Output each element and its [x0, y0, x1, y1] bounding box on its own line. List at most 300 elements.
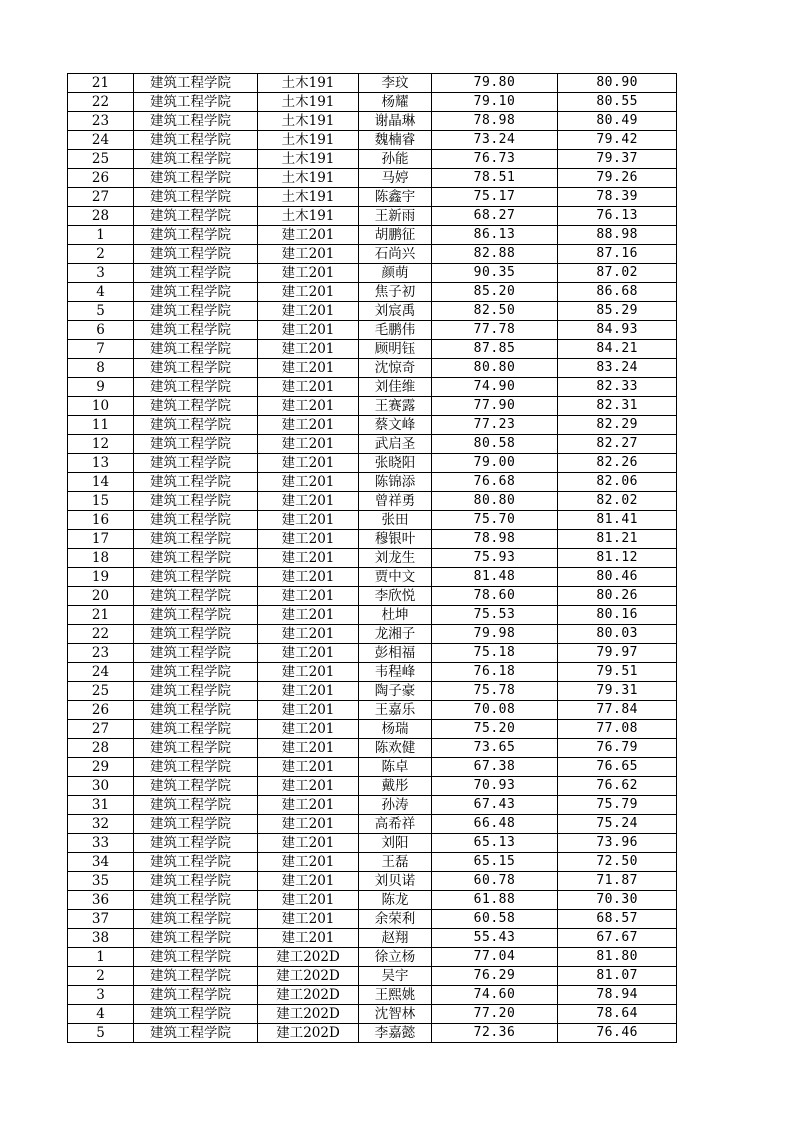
- rank-cell: 7: [68, 340, 134, 359]
- score-a-cell: 77.90: [432, 397, 558, 416]
- student-name-cell: 李玟: [359, 74, 432, 93]
- table-row: [68, 606, 677, 625]
- college-cell: 建筑工程学院: [134, 834, 258, 853]
- college-cell: 建筑工程学院: [134, 967, 258, 986]
- score-b-cell: 75.24: [558, 815, 677, 834]
- college-cell: 建筑工程学院: [134, 435, 258, 454]
- score-a-cell: 74.60: [432, 986, 558, 1005]
- score-a-cell: 78.98: [432, 530, 558, 549]
- class-cell: 建工201: [258, 587, 359, 606]
- score-b-cell: 76.13: [558, 207, 677, 226]
- college-cell: 建筑工程学院: [134, 378, 258, 397]
- score-b-cell: 80.90: [558, 74, 677, 93]
- student-name-cell: 孙涛: [359, 796, 432, 815]
- class-cell: 建工201: [258, 492, 359, 511]
- class-cell: 建工201: [258, 340, 359, 359]
- table-row: [68, 568, 677, 587]
- score-b-cell: 79.26: [558, 169, 677, 188]
- score-a-cell: 70.93: [432, 777, 558, 796]
- student-name-cell: 彭相福: [359, 644, 432, 663]
- score-a-cell: 66.48: [432, 815, 558, 834]
- score-a-cell: 55.43: [432, 929, 558, 948]
- rank-cell: 4: [68, 283, 134, 302]
- score-b-cell: 76.62: [558, 777, 677, 796]
- score-b-cell: 75.79: [558, 796, 677, 815]
- college-cell: 建筑工程学院: [134, 340, 258, 359]
- college-cell: 建筑工程学院: [134, 663, 258, 682]
- class-cell: 建工201: [258, 891, 359, 910]
- score-b-cell: 84.93: [558, 321, 677, 340]
- class-cell: 建工201: [258, 644, 359, 663]
- student-name-cell: 张田: [359, 511, 432, 530]
- student-name-cell: 沈智林: [359, 1005, 432, 1024]
- rank-cell: 31: [68, 796, 134, 815]
- college-cell: 建筑工程学院: [134, 720, 258, 739]
- class-cell: 建工201: [258, 701, 359, 720]
- score-b-cell: 79.97: [558, 644, 677, 663]
- student-name-cell: 杜坤: [359, 606, 432, 625]
- score-b-cell: 85.29: [558, 302, 677, 321]
- college-cell: 建筑工程学院: [134, 758, 258, 777]
- college-cell: 建筑工程学院: [134, 549, 258, 568]
- table-row: [68, 1005, 677, 1024]
- rank-cell: 23: [68, 644, 134, 663]
- table-row: [68, 492, 677, 511]
- student-name-cell: 刘贝诺: [359, 872, 432, 891]
- rank-cell: 17: [68, 530, 134, 549]
- class-cell: 土木191: [258, 188, 359, 207]
- table-row: [68, 378, 677, 397]
- table-row: [68, 834, 677, 853]
- student-name-cell: 杨耀: [359, 93, 432, 112]
- class-cell: 建工201: [258, 416, 359, 435]
- class-cell: 土木191: [258, 150, 359, 169]
- college-cell: 建筑工程学院: [134, 454, 258, 473]
- college-cell: 建筑工程学院: [134, 169, 258, 188]
- rank-cell: 27: [68, 720, 134, 739]
- student-name-cell: 武启圣: [359, 435, 432, 454]
- college-cell: 建筑工程学院: [134, 131, 258, 150]
- class-cell: 建工201: [258, 549, 359, 568]
- score-b-cell: 82.29: [558, 416, 677, 435]
- table-row: [68, 321, 677, 340]
- rank-cell: 19: [68, 568, 134, 587]
- college-cell: 建筑工程学院: [134, 606, 258, 625]
- table-row: [68, 701, 677, 720]
- score-b-cell: 68.57: [558, 910, 677, 929]
- class-cell: 建工201: [258, 530, 359, 549]
- score-a-cell: 75.20: [432, 720, 558, 739]
- table-row: [68, 986, 677, 1005]
- score-b-cell: 67.67: [558, 929, 677, 948]
- table-row: [68, 112, 677, 131]
- score-b-cell: 76.46: [558, 1024, 677, 1043]
- rank-cell: 22: [68, 625, 134, 644]
- rank-cell: 24: [68, 663, 134, 682]
- score-a-cell: 74.90: [432, 378, 558, 397]
- college-cell: 建筑工程学院: [134, 625, 258, 644]
- college-cell: 建筑工程学院: [134, 245, 258, 264]
- rank-cell: 30: [68, 777, 134, 796]
- student-name-cell: 石尚兴: [359, 245, 432, 264]
- student-name-cell: 吴宇: [359, 967, 432, 986]
- class-cell: 建工202D: [258, 1024, 359, 1043]
- score-b-cell: 76.79: [558, 739, 677, 758]
- college-cell: 建筑工程学院: [134, 321, 258, 340]
- table-row: [68, 74, 677, 93]
- score-b-cell: 83.24: [558, 359, 677, 378]
- student-name-cell: 曾祥勇: [359, 492, 432, 511]
- table-row: [68, 1024, 677, 1043]
- table-row: [68, 910, 677, 929]
- college-cell: 建筑工程学院: [134, 853, 258, 872]
- rank-cell: 2: [68, 245, 134, 264]
- student-name-cell: 焦子初: [359, 283, 432, 302]
- student-name-cell: 龙湘子: [359, 625, 432, 644]
- college-cell: 建筑工程学院: [134, 416, 258, 435]
- table-row: [68, 549, 677, 568]
- score-a-cell: 75.53: [432, 606, 558, 625]
- score-a-cell: 86.13: [432, 226, 558, 245]
- rank-cell: 21: [68, 606, 134, 625]
- student-name-cell: 蔡文峰: [359, 416, 432, 435]
- score-b-cell: 87.02: [558, 264, 677, 283]
- table-row: [68, 587, 677, 606]
- student-name-cell: 高希祥: [359, 815, 432, 834]
- class-cell: 土木191: [258, 131, 359, 150]
- class-cell: 建工201: [258, 910, 359, 929]
- score-a-cell: 65.15: [432, 853, 558, 872]
- college-cell: 建筑工程学院: [134, 568, 258, 587]
- student-name-cell: 韦程峰: [359, 663, 432, 682]
- student-name-cell: 王新雨: [359, 207, 432, 226]
- rank-cell: 38: [68, 929, 134, 948]
- score-a-cell: 73.24: [432, 131, 558, 150]
- rank-cell: 16: [68, 511, 134, 530]
- score-b-cell: 81.80: [558, 948, 677, 967]
- table-row: [68, 644, 677, 663]
- college-cell: 建筑工程学院: [134, 777, 258, 796]
- student-name-cell: 孙能: [359, 150, 432, 169]
- score-b-cell: 82.31: [558, 397, 677, 416]
- score-a-cell: 73.65: [432, 739, 558, 758]
- class-cell: 建工201: [258, 739, 359, 758]
- class-cell: 建工201: [258, 853, 359, 872]
- score-a-cell: 77.23: [432, 416, 558, 435]
- college-cell: 建筑工程学院: [134, 701, 258, 720]
- student-name-cell: 顾明钰: [359, 340, 432, 359]
- table-row: [68, 663, 677, 682]
- score-a-cell: 75.70: [432, 511, 558, 530]
- score-a-cell: 79.98: [432, 625, 558, 644]
- score-b-cell: 80.46: [558, 568, 677, 587]
- rank-cell: 15: [68, 492, 134, 511]
- college-cell: 建筑工程学院: [134, 492, 258, 511]
- score-b-cell: 79.37: [558, 150, 677, 169]
- score-a-cell: 78.60: [432, 587, 558, 606]
- college-cell: 建筑工程学院: [134, 948, 258, 967]
- score-b-cell: 82.02: [558, 492, 677, 511]
- rank-cell: 1: [68, 226, 134, 245]
- class-cell: 建工201: [258, 264, 359, 283]
- score-table-body: [68, 74, 677, 1043]
- rank-cell: 35: [68, 872, 134, 891]
- student-name-cell: 李欣悦: [359, 587, 432, 606]
- table-row: [68, 511, 677, 530]
- rank-cell: 11: [68, 416, 134, 435]
- rank-cell: 34: [68, 853, 134, 872]
- class-cell: 建工201: [258, 815, 359, 834]
- score-b-cell: 80.55: [558, 93, 677, 112]
- score-a-cell: 77.78: [432, 321, 558, 340]
- rank-cell: 37: [68, 910, 134, 929]
- score-b-cell: 87.16: [558, 245, 677, 264]
- table-row: [68, 397, 677, 416]
- class-cell: 建工201: [258, 359, 359, 378]
- table-row: [68, 796, 677, 815]
- score-a-cell: 80.80: [432, 359, 558, 378]
- college-cell: 建筑工程学院: [134, 891, 258, 910]
- college-cell: 建筑工程学院: [134, 739, 258, 758]
- class-cell: 建工201: [258, 682, 359, 701]
- rank-cell: 10: [68, 397, 134, 416]
- score-a-cell: 87.85: [432, 340, 558, 359]
- class-cell: 建工201: [258, 777, 359, 796]
- student-name-cell: 杨瑞: [359, 720, 432, 739]
- student-name-cell: 王熙姚: [359, 986, 432, 1005]
- student-name-cell: 徐立杨: [359, 948, 432, 967]
- score-a-cell: 77.20: [432, 1005, 558, 1024]
- class-cell: 建工202D: [258, 1005, 359, 1024]
- score-b-cell: 81.41: [558, 511, 677, 530]
- rank-cell: 25: [68, 682, 134, 701]
- table-row: [68, 853, 677, 872]
- rank-cell: 1: [68, 948, 134, 967]
- rank-cell: 5: [68, 302, 134, 321]
- rank-cell: 8: [68, 359, 134, 378]
- rank-cell: 3: [68, 264, 134, 283]
- class-cell: 建工201: [258, 454, 359, 473]
- table-row: [68, 454, 677, 473]
- table-row: [68, 150, 677, 169]
- student-name-cell: 沈惊奇: [359, 359, 432, 378]
- class-cell: 建工201: [258, 245, 359, 264]
- score-a-cell: 76.18: [432, 663, 558, 682]
- score-a-cell: 72.36: [432, 1024, 558, 1043]
- score-table: [67, 73, 677, 1043]
- table-row: [68, 929, 677, 948]
- student-name-cell: 毛鹏伟: [359, 321, 432, 340]
- score-b-cell: 72.50: [558, 853, 677, 872]
- rank-cell: 27: [68, 188, 134, 207]
- student-name-cell: 魏楠睿: [359, 131, 432, 150]
- college-cell: 建筑工程学院: [134, 929, 258, 948]
- class-cell: 建工202D: [258, 948, 359, 967]
- score-b-cell: 73.96: [558, 834, 677, 853]
- rank-cell: 6: [68, 321, 134, 340]
- rank-cell: 3: [68, 986, 134, 1005]
- student-name-cell: 贾中文: [359, 568, 432, 587]
- table-row: [68, 131, 677, 150]
- score-b-cell: 80.03: [558, 625, 677, 644]
- table-row: [68, 245, 677, 264]
- score-b-cell: 86.68: [558, 283, 677, 302]
- college-cell: 建筑工程学院: [134, 511, 258, 530]
- score-b-cell: 84.21: [558, 340, 677, 359]
- rank-cell: 33: [68, 834, 134, 853]
- class-cell: 建工201: [258, 378, 359, 397]
- class-cell: 建工201: [258, 625, 359, 644]
- student-name-cell: 王嘉乐: [359, 701, 432, 720]
- table-row: [68, 682, 677, 701]
- score-b-cell: 77.84: [558, 701, 677, 720]
- class-cell: 建工201: [258, 397, 359, 416]
- score-a-cell: 79.10: [432, 93, 558, 112]
- class-cell: 建工201: [258, 283, 359, 302]
- table-row: [68, 416, 677, 435]
- class-cell: 建工201: [258, 473, 359, 492]
- class-cell: 建工201: [258, 758, 359, 777]
- rank-cell: 13: [68, 454, 134, 473]
- table-row: [68, 340, 677, 359]
- score-b-cell: 71.87: [558, 872, 677, 891]
- student-name-cell: 陈卓: [359, 758, 432, 777]
- rank-cell: 21: [68, 74, 134, 93]
- score-a-cell: 82.88: [432, 245, 558, 264]
- student-name-cell: 胡鹏征: [359, 226, 432, 245]
- rank-cell: 26: [68, 701, 134, 720]
- score-a-cell: 77.04: [432, 948, 558, 967]
- score-b-cell: 78.39: [558, 188, 677, 207]
- student-name-cell: 陶子豪: [359, 682, 432, 701]
- score-a-cell: 81.48: [432, 568, 558, 587]
- score-b-cell: 76.65: [558, 758, 677, 777]
- score-a-cell: 79.80: [432, 74, 558, 93]
- table-row: [68, 302, 677, 321]
- table-row: [68, 169, 677, 188]
- score-a-cell: 90.35: [432, 264, 558, 283]
- score-b-cell: 70.30: [558, 891, 677, 910]
- table-row: [68, 948, 677, 967]
- score-b-cell: 82.06: [558, 473, 677, 492]
- score-b-cell: 77.08: [558, 720, 677, 739]
- student-name-cell: 李嘉懿: [359, 1024, 432, 1043]
- student-name-cell: 穆银叶: [359, 530, 432, 549]
- table-row: [68, 207, 677, 226]
- class-cell: 建工201: [258, 606, 359, 625]
- college-cell: 建筑工程学院: [134, 302, 258, 321]
- rank-cell: 32: [68, 815, 134, 834]
- score-b-cell: 78.94: [558, 986, 677, 1005]
- score-a-cell: 78.98: [432, 112, 558, 131]
- college-cell: 建筑工程学院: [134, 682, 258, 701]
- class-cell: 土木191: [258, 207, 359, 226]
- student-name-cell: 余荣利: [359, 910, 432, 929]
- score-a-cell: 79.00: [432, 454, 558, 473]
- rank-cell: 5: [68, 1024, 134, 1043]
- table-row: [68, 777, 677, 796]
- score-a-cell: 60.78: [432, 872, 558, 891]
- rank-cell: 36: [68, 891, 134, 910]
- student-name-cell: 颜萌: [359, 264, 432, 283]
- score-b-cell: 82.26: [558, 454, 677, 473]
- class-cell: 建工201: [258, 568, 359, 587]
- student-name-cell: 王磊: [359, 853, 432, 872]
- class-cell: 建工201: [258, 872, 359, 891]
- score-a-cell: 82.50: [432, 302, 558, 321]
- college-cell: 建筑工程学院: [134, 359, 258, 378]
- college-cell: 建筑工程学院: [134, 1024, 258, 1043]
- rank-cell: 4: [68, 1005, 134, 1024]
- college-cell: 建筑工程学院: [134, 587, 258, 606]
- student-name-cell: 王赛露: [359, 397, 432, 416]
- class-cell: 土木191: [258, 93, 359, 112]
- score-a-cell: 80.58: [432, 435, 558, 454]
- rank-cell: 26: [68, 169, 134, 188]
- class-cell: 建工201: [258, 796, 359, 815]
- table-row: [68, 625, 677, 644]
- table-row: [68, 720, 677, 739]
- class-cell: 土木191: [258, 74, 359, 93]
- score-b-cell: 82.27: [558, 435, 677, 454]
- score-a-cell: 76.29: [432, 967, 558, 986]
- rank-cell: 9: [68, 378, 134, 397]
- table-row: [68, 967, 677, 986]
- score-b-cell: 80.26: [558, 587, 677, 606]
- score-b-cell: 81.07: [558, 967, 677, 986]
- student-name-cell: 刘佳维: [359, 378, 432, 397]
- score-b-cell: 78.64: [558, 1005, 677, 1024]
- college-cell: 建筑工程学院: [134, 796, 258, 815]
- score-a-cell: 70.08: [432, 701, 558, 720]
- score-a-cell: 85.20: [432, 283, 558, 302]
- rank-cell: 23: [68, 112, 134, 131]
- table-row: [68, 93, 677, 112]
- table-row: [68, 758, 677, 777]
- class-cell: 建工201: [258, 720, 359, 739]
- college-cell: 建筑工程学院: [134, 150, 258, 169]
- class-cell: 建工201: [258, 226, 359, 245]
- score-a-cell: 75.18: [432, 644, 558, 663]
- college-cell: 建筑工程学院: [134, 112, 258, 131]
- score-b-cell: 79.51: [558, 663, 677, 682]
- rank-cell: 22: [68, 93, 134, 112]
- score-b-cell: 80.16: [558, 606, 677, 625]
- score-b-cell: 79.31: [558, 682, 677, 701]
- college-cell: 建筑工程学院: [134, 74, 258, 93]
- rank-cell: 25: [68, 150, 134, 169]
- rank-cell: 14: [68, 473, 134, 492]
- college-cell: 建筑工程学院: [134, 473, 258, 492]
- score-a-cell: 67.38: [432, 758, 558, 777]
- score-b-cell: 88.98: [558, 226, 677, 245]
- rank-cell: 29: [68, 758, 134, 777]
- student-name-cell: 刘阳: [359, 834, 432, 853]
- class-cell: 建工201: [258, 663, 359, 682]
- college-cell: 建筑工程学院: [134, 530, 258, 549]
- table-row: [68, 891, 677, 910]
- student-name-cell: 谢晶琳: [359, 112, 432, 131]
- rank-cell: 18: [68, 549, 134, 568]
- table-row: [68, 264, 677, 283]
- college-cell: 建筑工程学院: [134, 93, 258, 112]
- college-cell: 建筑工程学院: [134, 226, 258, 245]
- student-name-cell: 陈鑫宇: [359, 188, 432, 207]
- score-b-cell: 81.12: [558, 549, 677, 568]
- score-a-cell: 61.88: [432, 891, 558, 910]
- class-cell: 建工201: [258, 511, 359, 530]
- student-name-cell: 陈锦添: [359, 473, 432, 492]
